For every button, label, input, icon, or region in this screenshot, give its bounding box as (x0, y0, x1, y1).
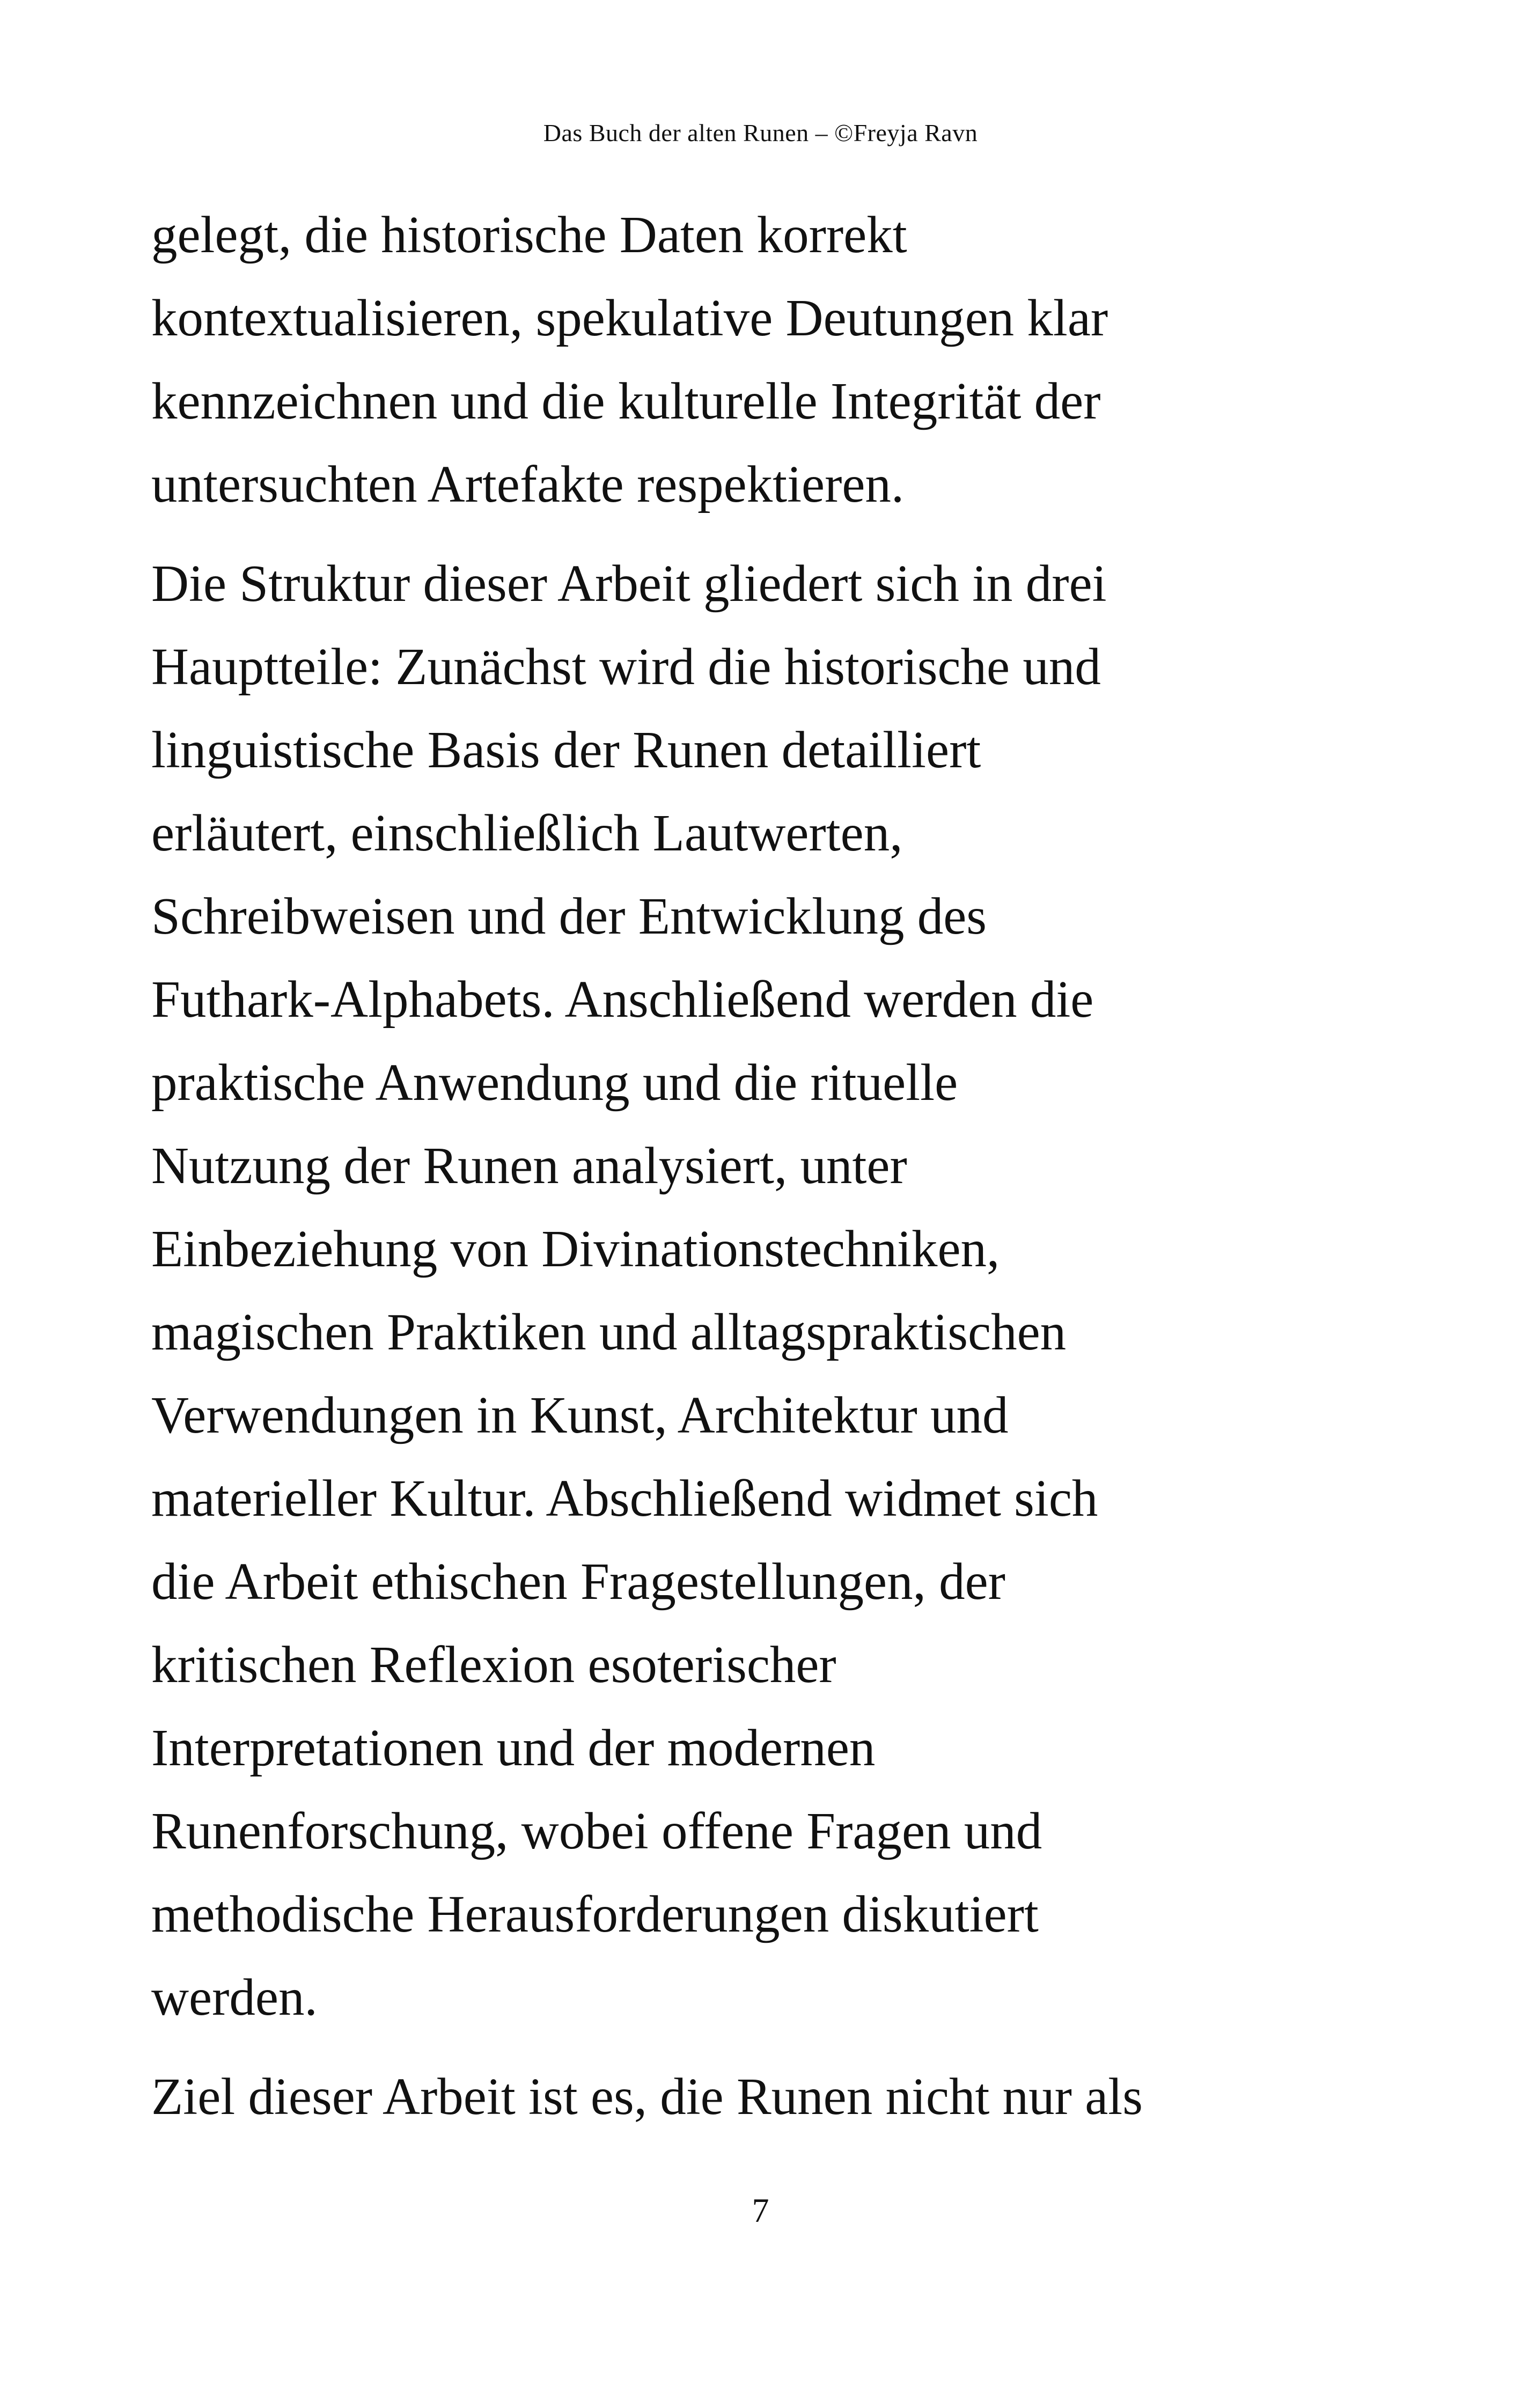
text-line: praktische Anwendung und die rituelle (151, 1054, 958, 1111)
text-line: Schreibweisen und der Entwicklung des (151, 887, 987, 945)
paragraph-2 (151, 542, 1401, 2039)
text-line: die Arbeit ethischen Fragestellungen, der (151, 1553, 1005, 1610)
body-text (151, 193, 1401, 2138)
text-line: gelegt, die historische Daten korrekt (151, 206, 907, 263)
text-line: Interpretationen und der modernen (151, 1719, 876, 1776)
paragraph-1 (151, 193, 1401, 526)
text-line: Runenforschung, wobei offene Fragen und (151, 1802, 1042, 1860)
text-line: materieller Kultur. Abschließend widmet sich (151, 1470, 1098, 1527)
text-line: kritischen Reflexion esoterischer (151, 1636, 836, 1693)
text-line: magischen Praktiken und alltagspraktischen (151, 1303, 1067, 1361)
text-line: werden. (151, 1969, 318, 2026)
text-line: erläutert, einschließlich Lautwerten, (151, 804, 903, 862)
running-header: Das Buch der alten Runen – ©Freyja Ravn (543, 119, 978, 146)
text-line: Hauptteile: Zunächst wird die historische und (151, 638, 1101, 695)
paragraph-3 (151, 2055, 1401, 2138)
text-line: Einbeziehung von Divinationstechniken, (151, 1220, 1000, 1278)
text-line: Futhark-Alphabets. Anschließend werden die (151, 971, 1094, 1028)
text-line: Verwendungen in Kunst, Architektur und (151, 1386, 1009, 1444)
text-line: Nutzung der Runen analysiert, unter (151, 1137, 907, 1194)
text-line: kontextualisieren, spekulative Deutungen klar (151, 289, 1108, 347)
text-line: methodische Herausforderungen diskutiert (151, 1885, 1039, 1943)
text-line: kennzeichnen und die kulturelle Integrität der (151, 372, 1101, 430)
text-line: untersuchten Artefakte respektieren. (151, 456, 905, 513)
text-line: Die Struktur dieser Arbeit gliedert sich in drei (151, 555, 1107, 612)
text-line: linguistische Basis der Runen detailliert (151, 721, 981, 779)
page-number: 7 (752, 2191, 769, 2229)
text-line: Ziel dieser Arbeit ist es, die Runen nicht nur als (151, 2068, 1143, 2125)
